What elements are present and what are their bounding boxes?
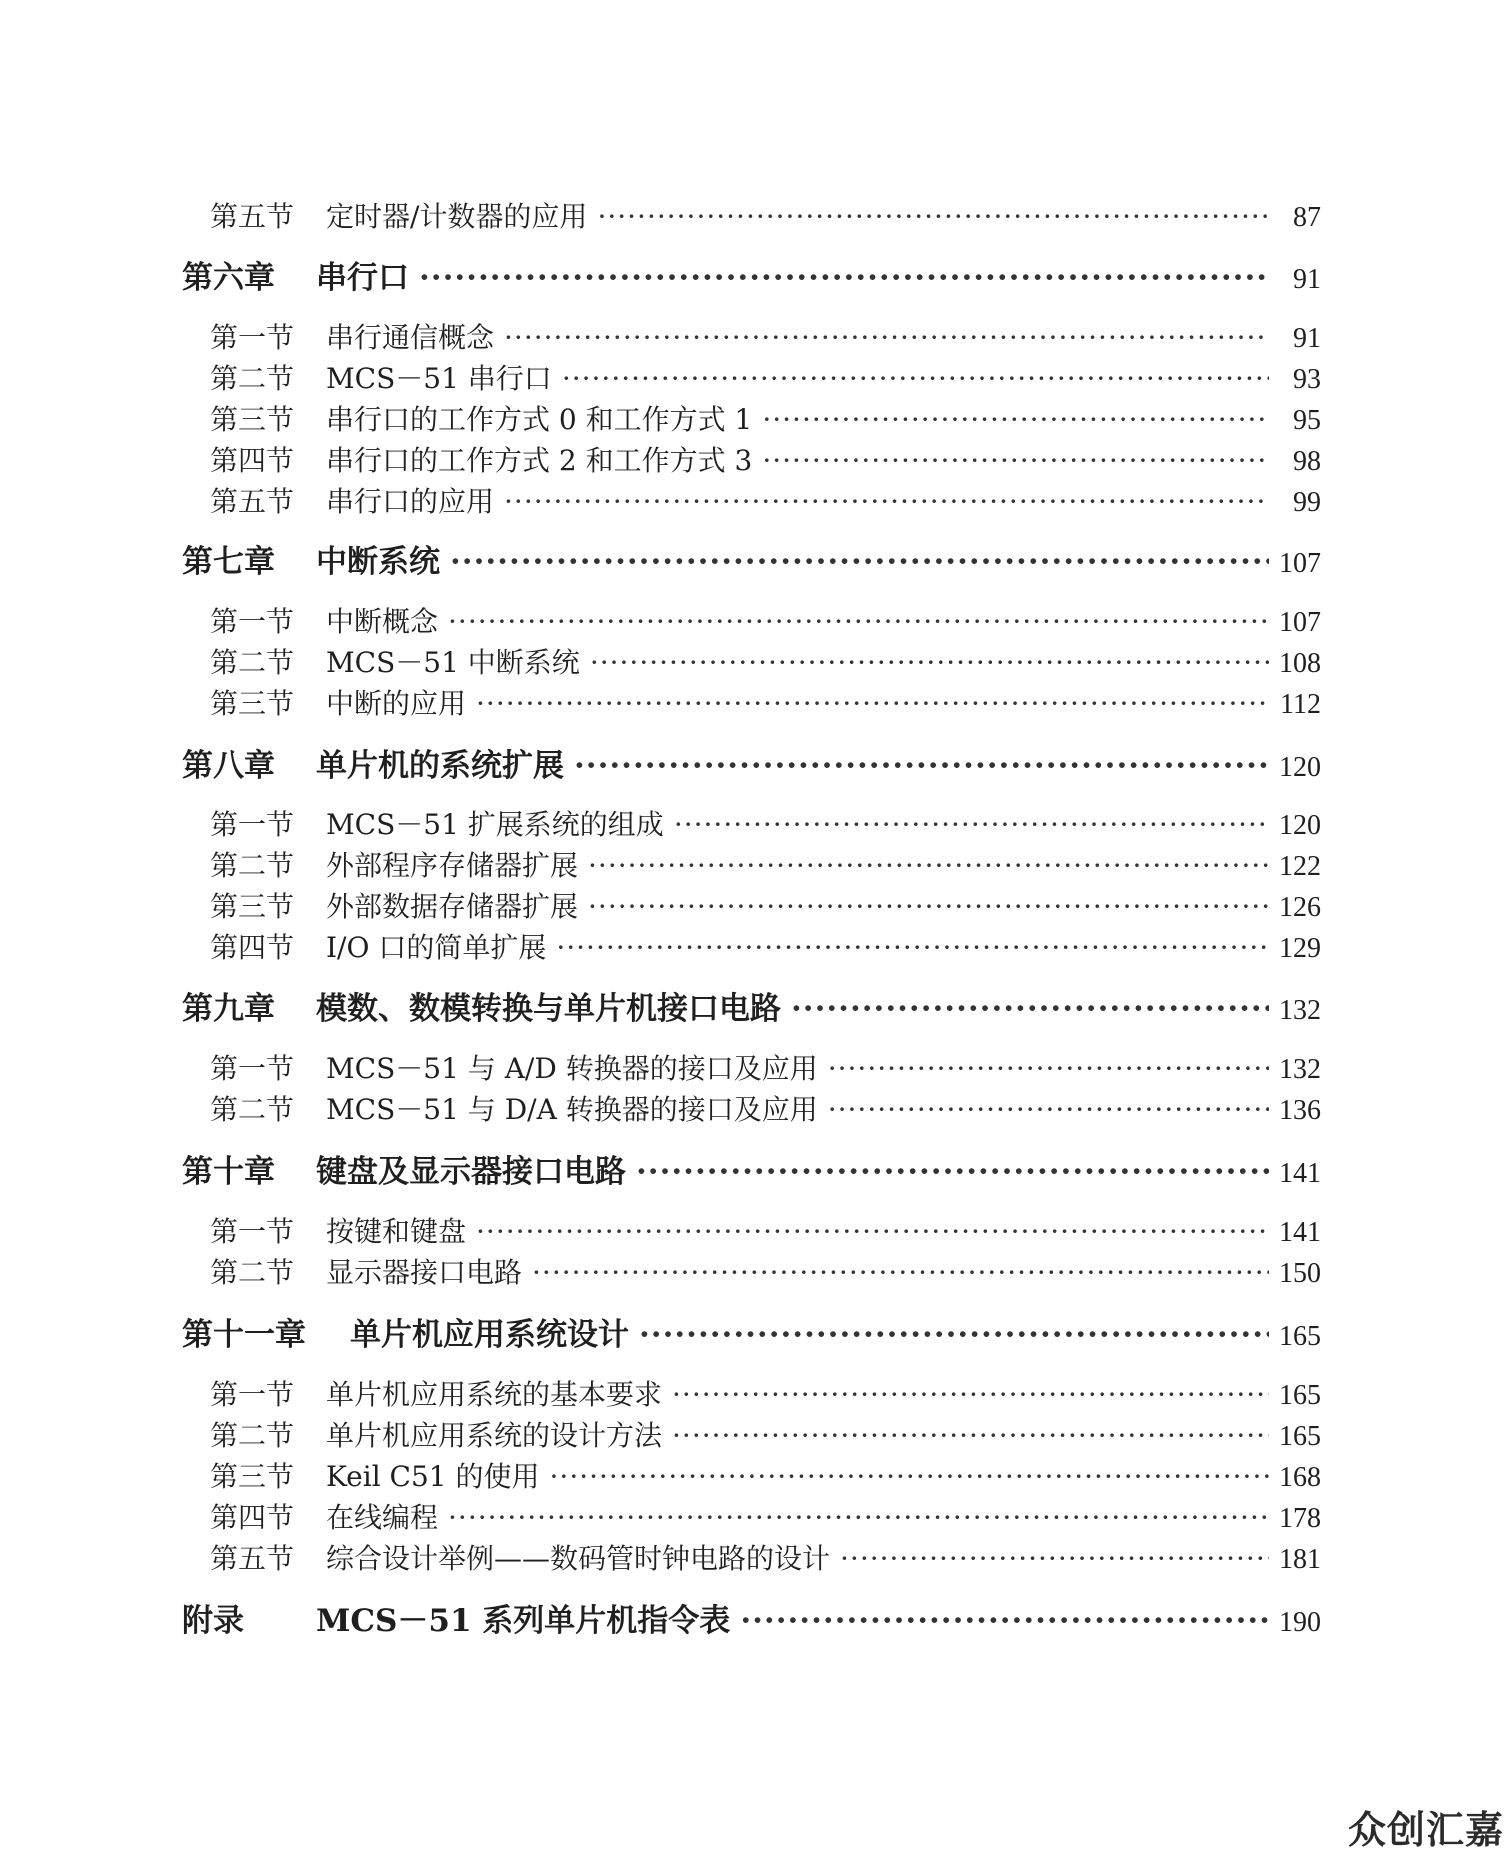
section-number: 第二节: [210, 849, 295, 882]
section-title: MCS－51 扩展系统的组成: [326, 808, 664, 841]
page-number: 112: [1280, 689, 1321, 720]
toc-row: [0, 1215, 1321, 1248]
section-number: 第五节: [210, 200, 295, 233]
page-number: 107: [1279, 548, 1321, 579]
page-number: 141: [1279, 1158, 1321, 1189]
toc-row: [0, 321, 1321, 354]
chapter-number: 第十章: [182, 1154, 275, 1190]
page-number: 91: [1293, 264, 1321, 295]
page-number: 87: [1293, 202, 1321, 233]
section-title: MCS－51 与 A/D 转换器的接口及应用: [326, 1052, 818, 1085]
chapter-title: 键盘及显示器接口电路: [316, 1154, 626, 1190]
page-number: 107: [1279, 607, 1321, 638]
appendix-title: MCS－51 系列单片机指令表: [316, 1603, 731, 1639]
toc-row: [0, 362, 1321, 395]
section-number: 第四节: [210, 931, 295, 964]
toc-row: [0, 646, 1321, 679]
section-title: 按键和键盘: [326, 1215, 467, 1248]
section-number: 第二节: [210, 1256, 295, 1289]
page-number: 95: [1293, 405, 1321, 436]
section-number: 第五节: [210, 485, 295, 518]
section-number: 第一节: [210, 321, 295, 354]
toc-row: [0, 1317, 1321, 1353]
chapter-number: 第九章: [182, 991, 275, 1027]
page-number: 99: [1293, 487, 1321, 518]
section-title: 串行口的应用: [326, 485, 495, 518]
page-number: 178: [1279, 1503, 1321, 1534]
page-number: 181: [1279, 1544, 1321, 1575]
page-number: 98: [1293, 446, 1321, 477]
section-title: Keil C51 的使用: [326, 1460, 540, 1493]
dot-leader: [419, 263, 1269, 294]
section-title: MCS－51 中断系统: [326, 646, 580, 679]
dot-leader: [532, 1259, 1269, 1287]
section-title: 串行口的工作方式 2 和工作方式 3: [326, 444, 753, 477]
dot-leader: [450, 547, 1269, 578]
section-number: 第二节: [210, 362, 295, 395]
dot-leader: [574, 751, 1269, 782]
toc-row: [0, 1052, 1321, 1085]
dot-leader: [588, 852, 1269, 880]
dot-leader: [504, 488, 1269, 516]
toc-row: [0, 1419, 1321, 1452]
dot-leader: [448, 608, 1269, 636]
toc-row: [0, 1501, 1321, 1534]
section-title: 串行通信概念: [326, 321, 495, 354]
toc-row: [0, 1542, 1321, 1575]
dot-leader: [556, 934, 1269, 962]
toc-row: [0, 890, 1321, 923]
toc-row: [0, 403, 1321, 436]
section-number: 第一节: [210, 605, 295, 638]
toc-row: [0, 849, 1321, 882]
toc-row: [0, 1603, 1321, 1639]
page-number: 93: [1293, 364, 1321, 395]
page-number: 91: [1293, 323, 1321, 354]
toc-row: [0, 200, 1321, 233]
toc-row: [0, 1378, 1321, 1411]
dot-leader: [504, 324, 1269, 352]
dot-leader: [550, 1463, 1269, 1491]
toc-row: [0, 1256, 1321, 1289]
section-title: MCS－51 与 D/A 转换器的接口及应用: [326, 1093, 818, 1126]
toc-row: [0, 444, 1321, 477]
page-number: 136: [1279, 1095, 1321, 1126]
dot-leader: [636, 1157, 1269, 1188]
dot-leader: [672, 1381, 1269, 1409]
chapter-title: 中断系统: [316, 544, 440, 580]
section-number: 第四节: [210, 1501, 295, 1534]
section-title: I/O 口的简单扩展: [326, 931, 547, 964]
chapter-number: 第六章: [182, 260, 275, 296]
section-number: 第四节: [210, 444, 295, 477]
dot-leader: [639, 1320, 1269, 1351]
page-number: 132: [1279, 995, 1321, 1026]
page-number: 165: [1279, 1380, 1321, 1411]
section-title: 中断概念: [326, 605, 439, 638]
toc-row: [0, 544, 1321, 580]
section-title: 显示器接口电路: [326, 1256, 523, 1289]
dot-leader: [448, 1504, 1269, 1532]
toc-row: [0, 991, 1321, 1027]
dot-leader: [562, 365, 1269, 393]
section-title: 中断的应用: [326, 687, 467, 720]
section-number: 第一节: [210, 808, 295, 841]
section-title: 单片机应用系统的设计方法: [326, 1419, 663, 1452]
section-number: 第一节: [210, 1215, 295, 1248]
section-title: 单片机应用系统的基本要求: [326, 1378, 663, 1411]
toc-row: [0, 1154, 1321, 1190]
dot-leader: [762, 447, 1269, 475]
page-number: 190: [1279, 1607, 1321, 1638]
section-title: 在线编程: [326, 1501, 439, 1534]
toc-row: [0, 1460, 1321, 1493]
section-number: 第二节: [210, 1419, 295, 1452]
page-number: 150: [1279, 1258, 1321, 1289]
appendix-label: 附录: [182, 1603, 244, 1639]
section-title: 外部数据存储器扩展: [326, 890, 579, 923]
page-number: 165: [1279, 1421, 1321, 1452]
section-number: 第三节: [210, 687, 295, 720]
dot-leader: [762, 406, 1269, 434]
chapter-title: 串行口: [316, 260, 409, 296]
toc-row: [0, 485, 1321, 518]
section-number: 第二节: [210, 646, 295, 679]
dot-leader: [791, 994, 1269, 1025]
chapter-title: 单片机应用系统设计: [350, 1317, 629, 1353]
page-number: 129: [1279, 933, 1321, 964]
section-number: 第一节: [210, 1378, 295, 1411]
section-number: 第三节: [210, 890, 295, 923]
chapter-title: 单片机的系统扩展: [316, 748, 564, 784]
dot-leader: [828, 1055, 1269, 1083]
dot-leader: [597, 203, 1269, 231]
dot-leader: [476, 690, 1269, 718]
dot-leader: [672, 1422, 1269, 1450]
section-number: 第一节: [210, 1052, 295, 1085]
page-number: 165: [1279, 1321, 1321, 1352]
toc-row: [0, 687, 1321, 720]
section-title: 外部程序存储器扩展: [326, 849, 579, 882]
toc-row: [0, 748, 1321, 784]
toc-row: [0, 1093, 1321, 1126]
page-number: 141: [1279, 1217, 1321, 1248]
dot-leader: [588, 893, 1269, 921]
page-number: 122: [1279, 851, 1321, 882]
section-title: 定时器/计数器的应用: [326, 200, 588, 233]
dot-leader: [476, 1218, 1269, 1246]
watermark-logo-text: 众创汇嘉: [1347, 1808, 1504, 1852]
section-title: MCS－51 串行口: [326, 362, 552, 395]
toc-row: [0, 931, 1321, 964]
chapter-number: 第十一章: [182, 1317, 306, 1353]
section-number: 第二节: [210, 1093, 295, 1126]
chapter-title: 模数、数模转换与单片机接口电路: [316, 991, 781, 1027]
page-number: 132: [1279, 1054, 1321, 1085]
page-number: 120: [1279, 752, 1321, 783]
page-number: 120: [1279, 810, 1321, 841]
section-title: 串行口的工作方式 0 和工作方式 1: [326, 403, 753, 436]
section-number: 第三节: [210, 1460, 295, 1493]
toc-row: [0, 605, 1321, 638]
toc-row: [0, 260, 1321, 296]
section-number: 第五节: [210, 1542, 295, 1575]
section-title: 综合设计举例——数码管时钟电路的设计: [326, 1542, 831, 1575]
dot-leader: [828, 1096, 1269, 1124]
section-number: 第三节: [210, 403, 295, 436]
page-number: 126: [1279, 892, 1321, 923]
page-number: 168: [1279, 1462, 1321, 1493]
dot-leader: [590, 649, 1269, 677]
chapter-number: 第七章: [182, 544, 275, 580]
dot-leader: [740, 1606, 1269, 1637]
chapter-number: 第八章: [182, 748, 275, 784]
dot-leader: [840, 1545, 1269, 1573]
page-number: 108: [1279, 648, 1321, 679]
toc-row: [0, 808, 1321, 841]
dot-leader: [674, 811, 1269, 839]
